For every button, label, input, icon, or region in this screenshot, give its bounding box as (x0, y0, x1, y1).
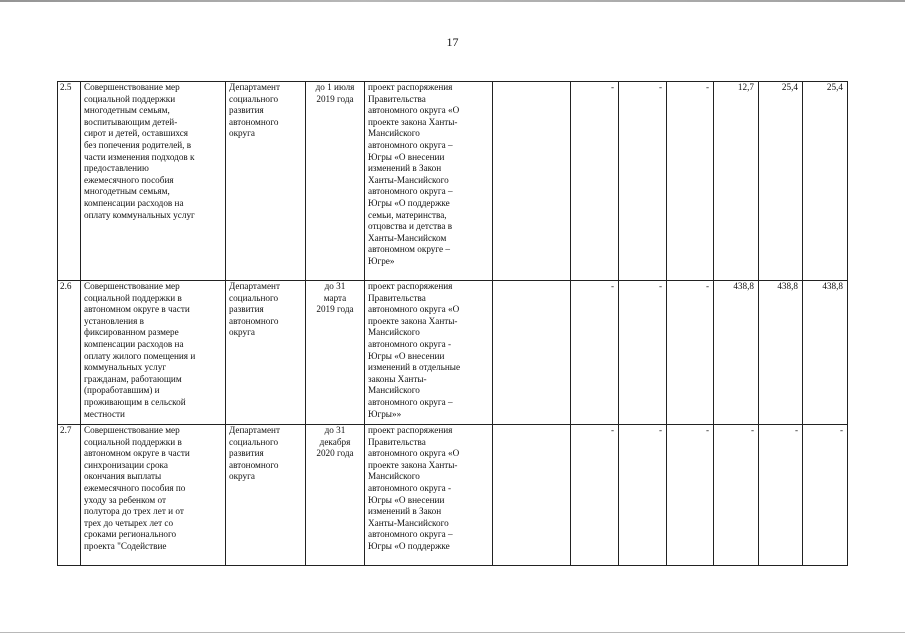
scan-edge-top (0, 0, 905, 2)
value-cell: - (667, 425, 714, 566)
value-cell: - (759, 425, 803, 566)
table-row (58, 82, 848, 281)
responsible-cell: Департамент социального развития автономного округа (226, 281, 306, 425)
value-cell: - (714, 425, 759, 566)
value-cell: 25,4 (803, 82, 848, 281)
empty-cell (493, 82, 571, 281)
value-cell: - (803, 425, 848, 566)
row-number: 2.5 (58, 82, 81, 281)
deadline-cell: до 1 июля 2019 года (306, 82, 365, 281)
measures-table (57, 81, 848, 566)
value-cell: - (667, 281, 714, 425)
row-number: 2.7 (58, 425, 81, 566)
value-cell: - (571, 82, 619, 281)
value-cell: - (571, 281, 619, 425)
value-cell: - (667, 82, 714, 281)
value-cell: - (619, 281, 667, 425)
value-cell: 12,7 (714, 82, 759, 281)
row-number: 2.6 (58, 281, 81, 425)
responsible-cell: Департамент социального развития автономного округа (226, 425, 306, 566)
value-cell: - (619, 425, 667, 566)
value-cell: 438,8 (759, 281, 803, 425)
responsible-cell: Департамент социального развития автономного округа (226, 82, 306, 281)
document-cell: проект распоряжения Правительства автономного округа «О проекте закона Ханты- Мансийского автономного округа - Югры «О внесении изменений в отдельные законы Ханты- Мансийского автономного округа – Югры»» (365, 281, 493, 425)
value-cell: 438,8 (714, 281, 759, 425)
document-cell: проект распоряжения Правительства автономного округа «О проекте закона Ханты- Мансийского автономного округа – Югры «О внесении изменений в Закон Ханты-Мансийского автономного округа – Югры «О поддержке семьи, материнства, отцовства и детства в Ханты-Мансийском автономном округе – Югре» (365, 82, 493, 281)
value-cell: - (619, 82, 667, 281)
scan-edge-bottom (0, 632, 905, 633)
page-number: 17 (446, 35, 459, 49)
measure-cell: Совершенствование мер социальной поддержки в автономном округе в части синхронизации срока окончания выплаты ежемесячного пособия по уходу за ребенком от полутора до трех лет и от трех до четырех лет со сроками регионального проекта "Содействие (81, 425, 226, 566)
value-cell: 25,4 (759, 82, 803, 281)
deadline-cell: до 31 декабря 2020 года (306, 425, 365, 566)
value-cell: - (571, 425, 619, 566)
value-cell: 438,8 (803, 281, 848, 425)
table-row (58, 281, 848, 425)
measure-cell: Совершенствование мер социальной поддержки в автономном округе в части установления в фиксированном размере компенсации расходов на оплату жилого помещения и коммунальных услуг гражданам, работающим (проработавшим) и проживающим в сельской местности (81, 281, 226, 425)
table-row (58, 425, 848, 566)
empty-cell (493, 425, 571, 566)
empty-cell (493, 281, 571, 425)
measure-cell: Совершенствование мер социальной поддержки многодетным семьям, воспитывающим детей- сирот и детей, оставшихся без попечения родителей, в части изменения подходов к предоставлению ежемесячного пособия многодетным семьям, компенсации расходов на оплату коммунальных услуг (81, 82, 226, 281)
deadline-cell: до 31 марта 2019 года (306, 281, 365, 425)
document-cell: проект распоряжения Правительства автономного округа «О проекте закона Ханты- Мансийского автономного округа - Югры «О внесении изменений в Закон Ханты-Мансийского автономного округа – Югры «О поддержке (365, 425, 493, 566)
